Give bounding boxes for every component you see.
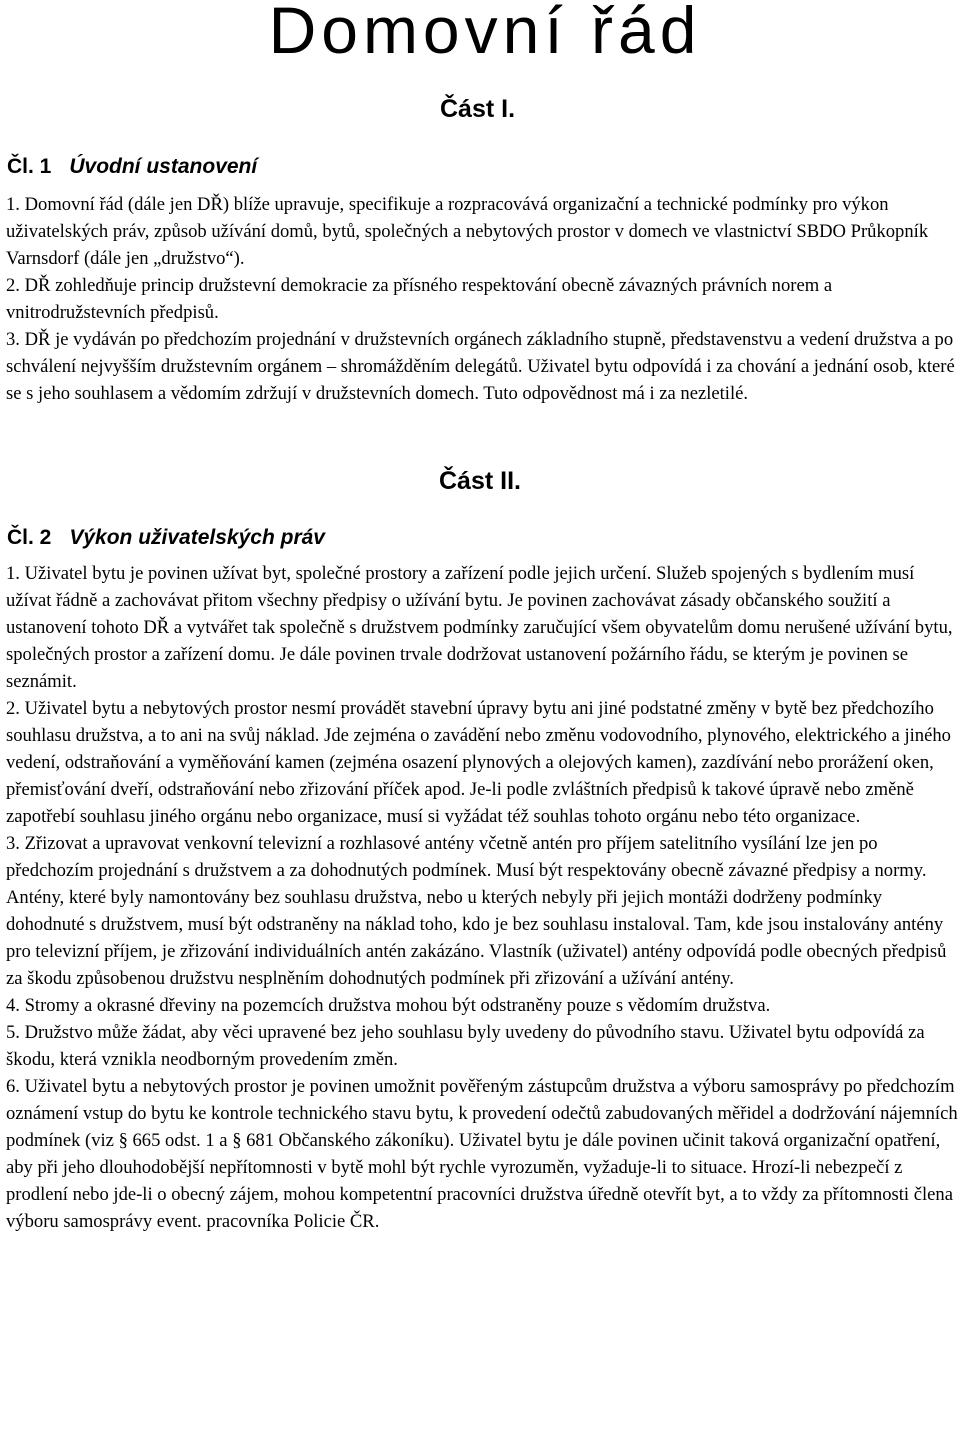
article-2-paragraph-2: 2. Uživatel bytu a nebytových prostor nesmí provádět stavební úpravy bytu ani jiné podstatné změny v bytě bez předchozího souhlasu družstva, a to ani na svůj náklad. Jde zejména o zavádění nebo změnu vodovodního, plynového, elektrického a jiného vedení, odstraňování a vyměňování kamen (zejména osazení plynových a olejových kamen), zazdívání nebo prorážení oken, přemisťování dveří, odstraňování nebo zřizování příček apod. Je-li podle zvláštních předpisů k takové úpravě nebo změně zapotřebí souhlasu jiného orgánu nebo organizace, musí si vyžádat též souhlas tohoto orgánu nebo této organizace. [6,698,951,827]
article-1-paragraph-1: 1. Domovní řád (dále jen DŘ) blíže upravuje, specifikuje a rozpracovává organizační a technické podmínky pro výkon uživatelských práv, způsob užívání domů, bytů, společných a nebytových prostor v domech ve vlastnictví SBDO Průkopník Varnsdorf (dále jen „družstvo“). [6,194,929,269]
article-2-paragraph-1: 1. Uživatel bytu je povinen užívat byt, společné prostory a zařízení podle jejich určení. Služeb spojených s bydlením musí užívat řádně a zachovávat přitom všechny předpisy o užívání bytu. Je povinen zachovávat zásady občanského soužití a ustanovení tohoto DŘ a vytvářet tak společně s družstvem podmínky zaručující všem obyvatelům domu nerušené užívání bytu, společných prostor a zařízení domu. Je dále povinen trvale dodržovat ustanovení požárního řádu, se kterým je povinen se seznámit. [6,563,953,692]
part-2-heading: Část II. [439,467,521,495]
article-2-heading [7,525,325,551]
article-2-title: Výkon uživatelských práv [69,526,325,549]
article-1-title: Úvodní ustanovení [69,155,258,178]
article-2-paragraph-6: 6. Uživatel bytu a nebytových prostor je povinen umožnit pověřeným zástupcům družstva a výboru samosprávy po předchozím oznámení vstup do bytu ke kontrole technického stavu bytu, k provedení odečtů zabudovaných měřidel a dodržování nájemních podmínek (viz § 665 odst. 1 a § 681 Občanského zákoníku). Uživatel bytu je dále povinen učinit taková organizační opatření, aby při jeho dlouhodobější nepřítomnosti v bytě mohl být rychle vyrozuměn, vyžaduje-li to situace. Hrozí-li nebezpečí z prodlení nebo jde-li o obecný zájem, mohou kompetentní pracovníci družstva úředně otevřít byt, a to vždy za přítomnosti člena výboru samosprávy event. pracovníka Policie ČR. [6,1076,958,1232]
article-1-paragraph-2: 2. DŘ zohledňuje princip družstevní demokracie za přísného respektování obecně závazných právních norem a vnitrodružstevních předpisů. [6,275,833,323]
article-1-paragraph-3: 3. DŘ je vydáván po předchozím projednání v družstevních orgánech základního stupně, představenstvu a vedení družstva a po schválení nejvyšším družstevním orgánem – shromážděním delegátů. Uživatel bytu odpovídá i za chování a jednání osob, které se s jeho souhlasem a vědomím zdržují v družstevních domech. Tuto odpovědnost má i za nezletilé. [6,329,955,404]
article-2-body [6,560,958,1235]
document-title: Domovní řád [268,0,702,67]
article-2-paragraph-4: 4. Stromy a okrasné dřeviny na pozemcích družstva mohou být odstraněny pouze s vědomím družstva. [6,995,771,1016]
article-1-heading [7,154,257,180]
article-1-number: Čl. 1 [7,155,52,178]
article-2-paragraph-5: 5. Družstvo může žádat, aby věci upravené bez jeho souhlasu byly uvedeny do původního stavu. Uživatel bytu odpovídá za škodu, která vznikla neodborným provedením změn. [6,1022,925,1070]
part-1-heading: Část I. [440,95,516,123]
article-2-paragraph-3: 3. Zřizovat a upravovat venkovní televizní a rozhlasové antény včetně antén pro příjem satelitního vysílání lze jen po předchozím projednání s družstvem a za dohodnutých podmínek. Musí být respektovány obecně závazné předpisy a normy. Antény, které byly namontovány bez souhlasu družstva, nebo u kterých nebyly při jejich montáži dodrženy podmínky dohodnuté s družstvem, musí být odstraněny na náklad toho, kdo je bez souhlasu instaloval. Tam, kde jsou instalovány antény pro televizní příjem, je zřizování individuálních antén zakázáno. Vlastník (uživatel) antény odpovídá podle obecných předpisů za škodu způsobenou družstvu nesplněním dohodnutých podmínek při zřizování a užívání antény. [6,833,947,989]
article-1-body [6,191,958,407]
article-2-number: Čl. 2 [7,526,52,549]
